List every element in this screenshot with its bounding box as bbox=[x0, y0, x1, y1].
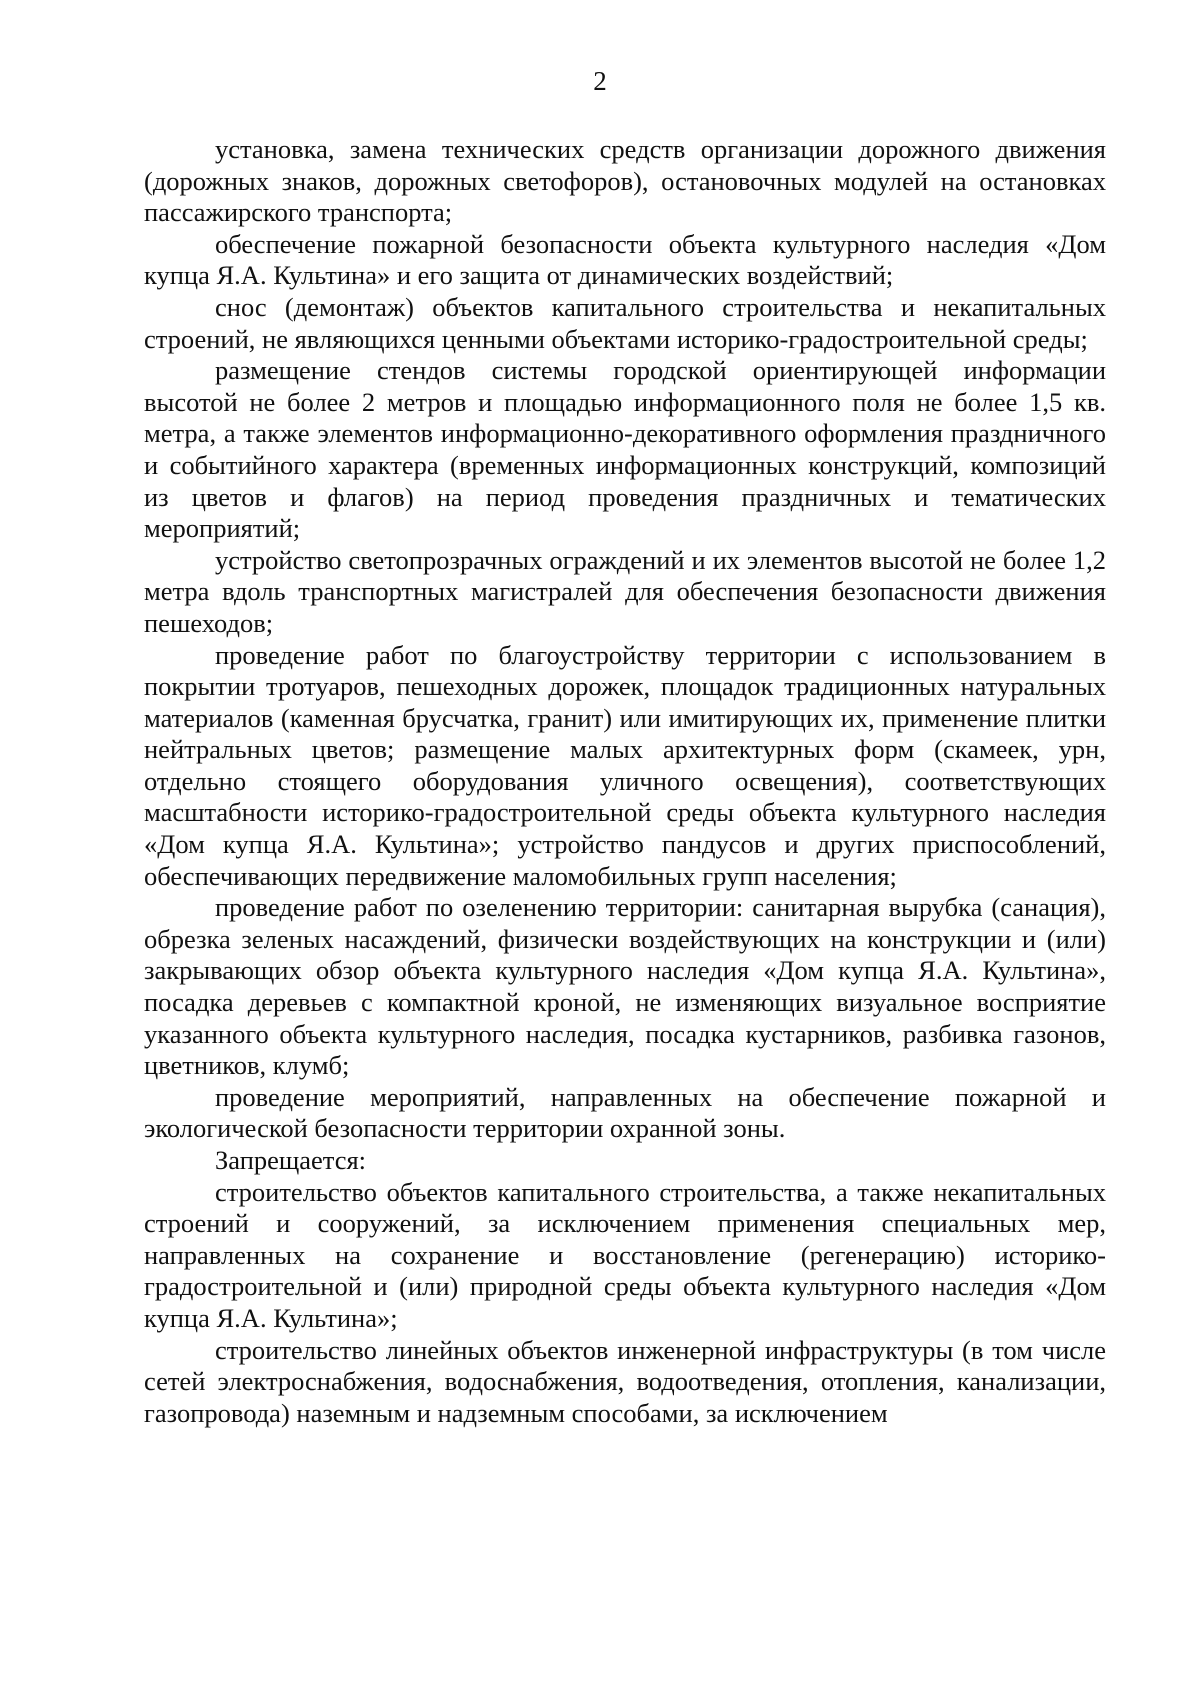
paragraph-prohibited-heading: Запрещается: bbox=[215, 1145, 367, 1175]
paragraph-demolition: снос (демонтаж) объектов капитального строительства и некапитальных строений, не являющихся ценными объектами историко-градостроительной среды; bbox=[144, 291, 1106, 354]
paragraph-greening: проведение работ по озеленению территории: санитарная вырубка (санация), обрезка зеленых насаждений, физически воздействующих на конструкции и (или) закрывающих обзор объекта культурного наследия «Дом купца Я.А. Культина», посадка деревьев с компактной кроной, не изменяющих визуальное восприятие указанного объекта культурного наследия, посадка кустарников, разбивка газонов, цветников, клумб; bbox=[144, 892, 1106, 1081]
paragraph-fences: устройство светопрозрачных ограждений и их элементов высотой не более 1,2 метра вдоль транспортных магистралей для обеспечения безопасности движения пешеходов; bbox=[144, 544, 1106, 638]
paragraph-fire-safety: обеспечение пожарной безопасности объекта культурного наследия «Дом купца Я.А. Культина» и его защита от динамических воздействий; bbox=[144, 228, 1106, 291]
paragraph-construction-ban: строительство объектов капитального строительства, а также некапитальных строений и сооружений, за исключением применения специальных мер, направленных на сохранение и восстановление (регенерацию) историко-градостроительной и (или) природной среды объекта культурного наследия «Дом купца Я.А. Культина»; bbox=[144, 1176, 1106, 1333]
paragraph-stands-placement: размещение стендов системы городской ориентирующей информации высотой не более 2 метров и площадью информационного поля не более 1,5 кв. метра, а также элементов информационно-декоративного оформления праздничного и событийного характера (временных информационных конструкций, композиций из цветов и флагов) на период проведения праздничных и тематических мероприятий; bbox=[144, 355, 1106, 544]
paragraph-traffic-means: установка, замена технических средств организации дорожного движения (дорожных знаков, дорожных светофоров), остановочных модулей на остановках пассажирского транспорта; bbox=[144, 134, 1106, 228]
paragraph-landscaping: проведение работ по благоустройству территории с использованием в покрытии тротуаров, пешеходных дорожек, площадок традиционных натуральных материалов (каменная брусчатка, гранит) или имитирующих их, применение плитки нейтральных цветов; размещение малых архитектурных форм (скамеек, урн, отдельно стоящего оборудования уличного освещения), соответствующих масштабности историко-градостроительной среды объекта культурного наследия «Дом купца Я.А. Культина»; устройство пандусов и других приспособлений, обеспечивающих передвижение маломобильных групп населения; bbox=[144, 639, 1106, 891]
paragraph-linear-objects: строительство линейных объектов инженерной инфраструктуры (в том числе сетей электроснабжения, водоснабжения, водоотведения, отопления, канализации, газопровода) наземным и надземным способами, за исключением bbox=[144, 1334, 1106, 1428]
page-number: 2 bbox=[593, 66, 607, 96]
document-text-body bbox=[144, 134, 1106, 1429]
paragraph-safety-measures: проведение мероприятий, направленных на обеспечение пожарной и экологической безопасности территории охранной зоны. bbox=[144, 1081, 1106, 1144]
